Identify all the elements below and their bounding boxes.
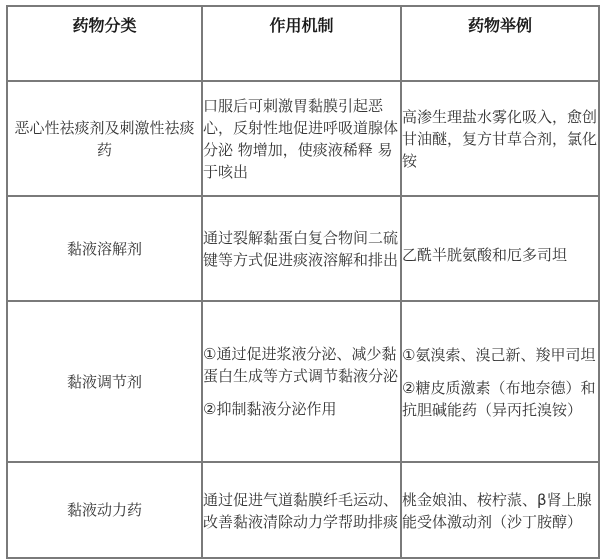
category-cell: 黏液动力药 bbox=[7, 462, 202, 558]
mechanism-cell bbox=[202, 462, 401, 558]
mechanism-cell bbox=[202, 81, 401, 196]
table-row bbox=[7, 196, 599, 301]
mechanism-text: ①通过促进浆液分泌、减少黏蛋白生成等方式调节黏液分泌 bbox=[203, 345, 399, 385]
header-drug-category: 药物分类 bbox=[7, 6, 202, 81]
examples-text: 高渗生理盐水雾化吸入，愈创甘油醚，复方甘草合剂，氯化铵 bbox=[402, 107, 598, 170]
drug-classification-table bbox=[6, 5, 600, 559]
category-cell: 黏液溶解剂 bbox=[7, 196, 202, 301]
header-mechanism: 作用机制 bbox=[202, 6, 401, 81]
mechanism-text: 口服后可刺激胃黏膜引起恶心，反射性地促进呼吸道腺体分泌 物增加，使痰液稀释 易于咳出 bbox=[203, 96, 399, 181]
mechanism-cell bbox=[202, 196, 401, 301]
category-cell: 恶心性祛痰剂及刺激性祛痰药 bbox=[7, 81, 202, 196]
mechanism-text: 通过裂解黏蛋白复合物间二硫键等方式促进痰液溶解和排出 bbox=[203, 228, 399, 269]
examples-cell bbox=[401, 462, 599, 558]
table-row bbox=[7, 81, 599, 196]
examples-text: ①氨溴索、溴己新、羧甲司坦 bbox=[402, 346, 596, 364]
category-cell: 黏液调节剂 bbox=[7, 301, 202, 462]
table-row bbox=[7, 301, 599, 462]
examples-text: ②糖皮质激素（布地奈德）和抗胆碱能药（异丙托溴铵） bbox=[402, 379, 596, 419]
mechanism-text: 通过促进气道黏膜纤毛运动、改善黏液清除动力学帮助排痰 bbox=[203, 491, 399, 531]
examples-cell bbox=[401, 301, 599, 462]
header-row bbox=[7, 6, 599, 81]
header-drug-examples: 药物举例 bbox=[401, 6, 599, 81]
examples-cell bbox=[401, 81, 599, 196]
examples-cell bbox=[401, 196, 599, 301]
mechanism-cell bbox=[202, 301, 401, 462]
examples-text: 桃金娘油、桉柠蒎、β肾上腺能受体激动剂（沙丁胺醇） bbox=[402, 491, 592, 531]
examples-text: 乙酰半胱氨酸和厄多司坦 bbox=[402, 245, 568, 264]
mechanism-text: ②抑制黏液分泌作用 bbox=[203, 400, 337, 418]
table-row bbox=[7, 462, 599, 558]
